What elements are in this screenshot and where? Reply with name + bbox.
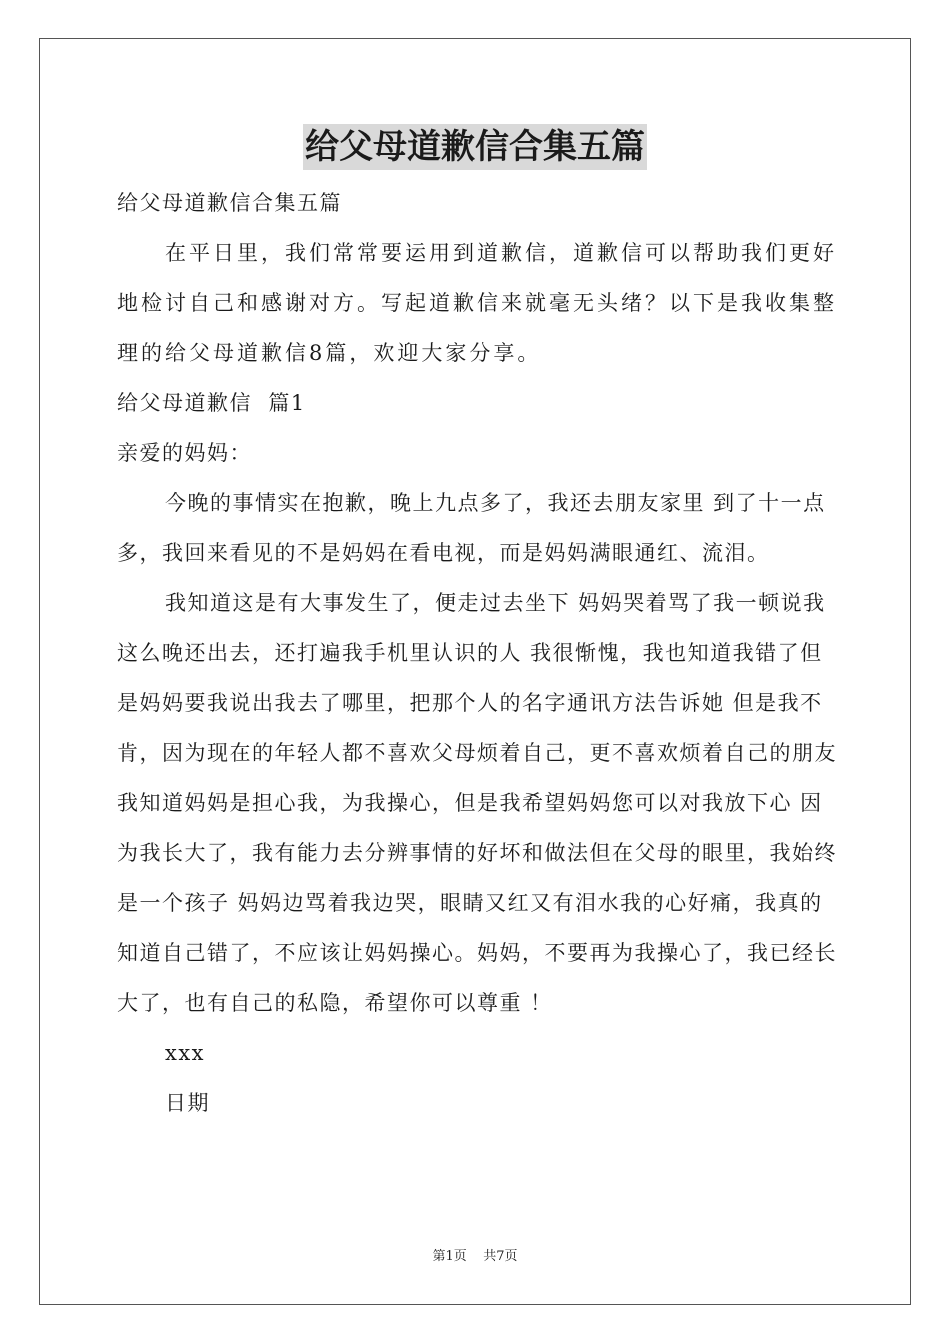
document-body	[117, 178, 837, 1128]
document-title: 给父母道歉信合集五篇	[303, 124, 647, 170]
document-subtitle: 给父母道歉信合集五篇	[117, 191, 342, 215]
intro-paragraph: 在平日里，我们常常要运用到道歉信，道歉信可以帮助我们更好地检讨自己和感谢对方。写起道歉信来就毫无头绪？以下是我收集整理的给父母道歉信8篇，欢迎大家分享。	[117, 241, 837, 365]
signature: xxx	[165, 1041, 206, 1065]
date-label: 日期	[165, 1091, 210, 1115]
section-heading: 给父母道歉信 篇1	[117, 391, 306, 415]
letter-paragraph-2: 我知道这是有大事发生了，便走过去坐下 妈妈哭着骂了我一顿说我这么晚还出去，还打遍我手机里认识的人 我很惭愧，我也知道我错了但是妈妈要我说出我去了哪里，把那个人的名字通讯方法告诉她 但是我不肯，因为现在的年轻人都不喜欢父母烦着自己，更不喜欢烦着自己的朋友我知道妈妈是担心我，为我操心，但是我希望妈妈您可以对我放下心 因为我长大了，我有能力去分辨事情的好坏和做法但在父母的眼里，我始终是一个孩子 妈妈边骂着我边哭，眼睛又红又有泪水我的心好痛，我真的知道自己错了，不应该让妈妈操心。妈妈，不要再为我操心了，我已经长大了，也有自己的私隐，希望你可以尊重 ！	[117, 591, 837, 1015]
title-container	[0, 124, 950, 170]
salutation: 亲爱的妈妈：	[117, 441, 252, 465]
letter-paragraph-1: 今晚的事情实在抱歉，晚上九点多了，我还去朋友家里 到了十一点多，我回来看见的不是妈妈在看电视，而是妈妈满眼通红、流泪。	[117, 491, 826, 565]
page-number-footer: 第1页 共7页	[432, 1249, 518, 1264]
